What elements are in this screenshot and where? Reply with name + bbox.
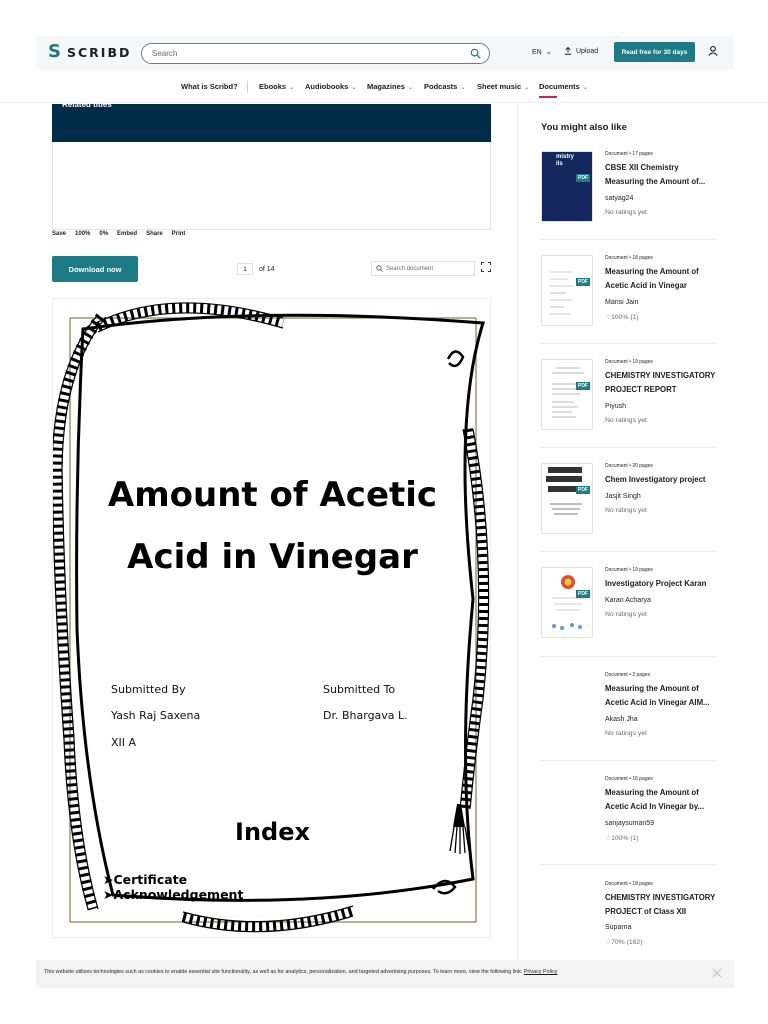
index-item-acknowledgement: ➤Acknowledgement	[103, 887, 244, 902]
chevron-down-icon: ⌄	[545, 49, 552, 56]
index-item-certificate: ➤Certificate	[103, 872, 188, 887]
card-rating: No ratings yet	[605, 417, 647, 424]
card-meta: Document • 19 pages	[605, 359, 653, 365]
document-page	[52, 298, 491, 938]
language-label: EN	[532, 48, 542, 56]
card-author[interactable]: Suparna	[605, 924, 632, 931]
nav-item-sheet-music[interactable]: Sheet music ⌄	[477, 82, 530, 91]
chevron-down-icon: ⌄	[460, 85, 466, 91]
card-title[interactable]: Chem Investigatory project	[605, 475, 706, 484]
search-input[interactable]	[142, 49, 452, 58]
card-title[interactable]: Measuring the Amount of Acetic Acid in Vinegar	[605, 267, 699, 290]
card-title[interactable]: CHEMISTRY INVESTIGATORY PROJECT of Class XII	[605, 893, 716, 916]
document-title-line-2: Acid in Vinegar	[127, 537, 418, 577]
thumbs-up-icon: ♢	[605, 835, 612, 842]
card-author[interactable]: Jasjit Singh	[605, 493, 641, 500]
card-meta: Document • 20 pages	[605, 463, 653, 469]
cookie-text: This website utilizes technologies such as cookies to enable essential site functionality, as well as for analytics, personalization, and targeted advertising purposes. To learn more, view the following link: Privacy Policy	[44, 969, 558, 975]
nav-active-indicator	[539, 96, 557, 98]
card-divider	[541, 447, 717, 448]
chevron-down-icon: ⌄	[289, 85, 295, 91]
card-rating: No ratings yet	[605, 209, 647, 216]
card-divider	[541, 656, 717, 657]
chevron-down-icon: ⌄	[351, 85, 357, 91]
card-author[interactable]: satyag24	[605, 195, 634, 202]
document-thumbnail[interactable]	[541, 463, 593, 534]
document-thumbnail[interactable]: mistry ils PDF	[541, 151, 593, 222]
card-rating: ♢100% (1)	[605, 314, 639, 321]
card-divider	[541, 864, 717, 865]
chevron-down-icon: ⌄	[407, 85, 413, 91]
privacy-policy-link[interactable]: Privacy Policy	[523, 969, 558, 975]
close-icon[interactable]	[712, 968, 722, 978]
card-title[interactable]: Investigatory Project Karan	[605, 579, 707, 588]
top-header	[36, 36, 734, 70]
search-bar	[141, 43, 490, 64]
thumbs-up-icon: ♢	[605, 314, 612, 321]
submitted-to-label: Submitted To	[323, 683, 396, 696]
card-divider	[541, 239, 717, 240]
document-search-placeholder: Search document	[386, 265, 434, 272]
page-count: of 14	[259, 265, 275, 273]
document-title-line-1: Amount of Acetic	[107, 475, 438, 515]
document-thumbnail[interactable]	[541, 359, 593, 430]
thumbnail-list-illustration	[542, 256, 593, 326]
card-rating: No ratings yet	[605, 611, 647, 618]
chevron-down-icon: ⌄	[524, 85, 530, 91]
card-author[interactable]: sanjaysuman59	[605, 820, 655, 827]
thumbnail-chem-illustration	[542, 464, 593, 534]
card-author[interactable]: Akash Jha	[605, 716, 638, 723]
card-meta: Document • 2 pages	[605, 672, 651, 678]
scribd-logo-icon: S	[48, 41, 61, 62]
card-meta: Document • 18 pages	[605, 255, 653, 261]
upvote-button[interactable]: 100%	[75, 231, 91, 237]
submitted-by-name: Yash Raj Saxena	[111, 709, 201, 722]
related-titles-heading: Related titles	[62, 100, 112, 109]
card-rating: ♢100% (1)	[605, 835, 639, 842]
scribd-logo[interactable]	[48, 43, 131, 61]
card-meta: Document • 16 pages	[605, 776, 653, 782]
category-nav	[0, 76, 768, 100]
share-button[interactable]: Share	[146, 231, 163, 237]
page-number-input[interactable]: 1	[237, 263, 253, 275]
downvote-button[interactable]: 0%	[99, 231, 109, 237]
pdf-badge: PDF	[578, 591, 588, 597]
user-icon[interactable]	[706, 44, 720, 58]
logo-text: SCRIBD	[67, 44, 132, 60]
nav-item-magazines[interactable]: Magazines ⌄	[367, 82, 413, 91]
chevron-down-icon: ⌄	[582, 85, 588, 91]
card-author[interactable]: Mansi Jain	[605, 299, 639, 306]
upload-button[interactable]	[564, 47, 598, 55]
card-meta: Document • 19 pages	[605, 567, 653, 573]
index-heading: Index	[235, 818, 310, 846]
card-author[interactable]: Piyush	[605, 403, 627, 410]
nav-item-ebooks[interactable]: Ebooks ⌄	[259, 82, 295, 91]
card-rating: ♢70% (162)	[605, 939, 643, 946]
card-meta: Document • 18 pages	[605, 881, 653, 887]
document-search-input[interactable]	[371, 261, 475, 276]
card-divider	[541, 760, 717, 761]
search-icon[interactable]	[470, 48, 481, 59]
thumbs-up-icon: ♢	[605, 939, 612, 946]
read-free-button[interactable]: Read free for 30 days	[614, 42, 695, 62]
related-titles-panel	[52, 100, 491, 142]
you-might-also-like-heading: You might also like	[541, 122, 627, 133]
save-button[interactable]: Save	[52, 231, 67, 237]
document-toolbar	[52, 231, 185, 237]
download-button[interactable]: Download now	[52, 256, 138, 282]
related-titles-body	[52, 142, 491, 230]
card-title[interactable]: CBSE XII Chemistry Measuring the Amount of...	[605, 163, 706, 186]
language-selector[interactable]	[532, 48, 552, 56]
fullscreen-icon[interactable]	[481, 262, 491, 272]
card-title[interactable]: Measuring the Amount of Acetic Acid In Vinegar by...	[605, 788, 705, 811]
card-title[interactable]: Measuring the Amount of Acetic Acid in Vinegar AIM...	[605, 684, 710, 707]
card-rating: No ratings yet	[605, 730, 647, 737]
submitted-to-name: Dr. Bhargava L.	[323, 709, 408, 722]
card-author[interactable]: Karan Acharya	[605, 597, 651, 604]
card-divider	[541, 343, 717, 344]
nav-border	[0, 102, 768, 103]
cookie-banner	[36, 960, 734, 988]
nav-item-documents[interactable]: Documents ⌄	[539, 82, 588, 91]
search-icon	[376, 265, 383, 272]
print-button[interactable]: Print	[171, 231, 186, 237]
nav-item-podcasts[interactable]: Podcasts ⌄	[424, 82, 466, 91]
thumbnail-karan-illustration	[542, 568, 593, 638]
page-navigator	[237, 263, 275, 275]
document-thumbnail[interactable]	[541, 255, 593, 326]
submitted-by-class: XII A	[111, 736, 137, 749]
submitted-by-label: Submitted By	[111, 683, 186, 696]
nav-divider	[247, 81, 248, 93]
column-divider	[517, 104, 518, 960]
nav-item-what-is-scribd[interactable]: What is Scribd?	[181, 82, 238, 91]
document-thumbnail[interactable]	[541, 567, 593, 638]
pdf-badge: PDF	[578, 487, 588, 493]
card-meta: Document • 17 pages	[605, 151, 653, 157]
upload-icon	[564, 47, 572, 55]
pdf-badge: PDF	[578, 175, 588, 181]
card-divider	[541, 551, 717, 552]
pdf-badge: PDF	[578, 279, 588, 285]
thumbnail-report-illustration	[542, 360, 593, 430]
embed-button[interactable]: Embed	[117, 231, 138, 237]
nav-item-audiobooks[interactable]: Audiobooks ⌄	[305, 82, 357, 91]
upload-label: Upload	[576, 47, 599, 55]
card-rating: No ratings yet	[605, 507, 647, 514]
pdf-badge: PDF	[578, 383, 588, 389]
card-title[interactable]: CHEMISTRY INVESTIGATORY PROJECT REPORT	[605, 371, 716, 394]
